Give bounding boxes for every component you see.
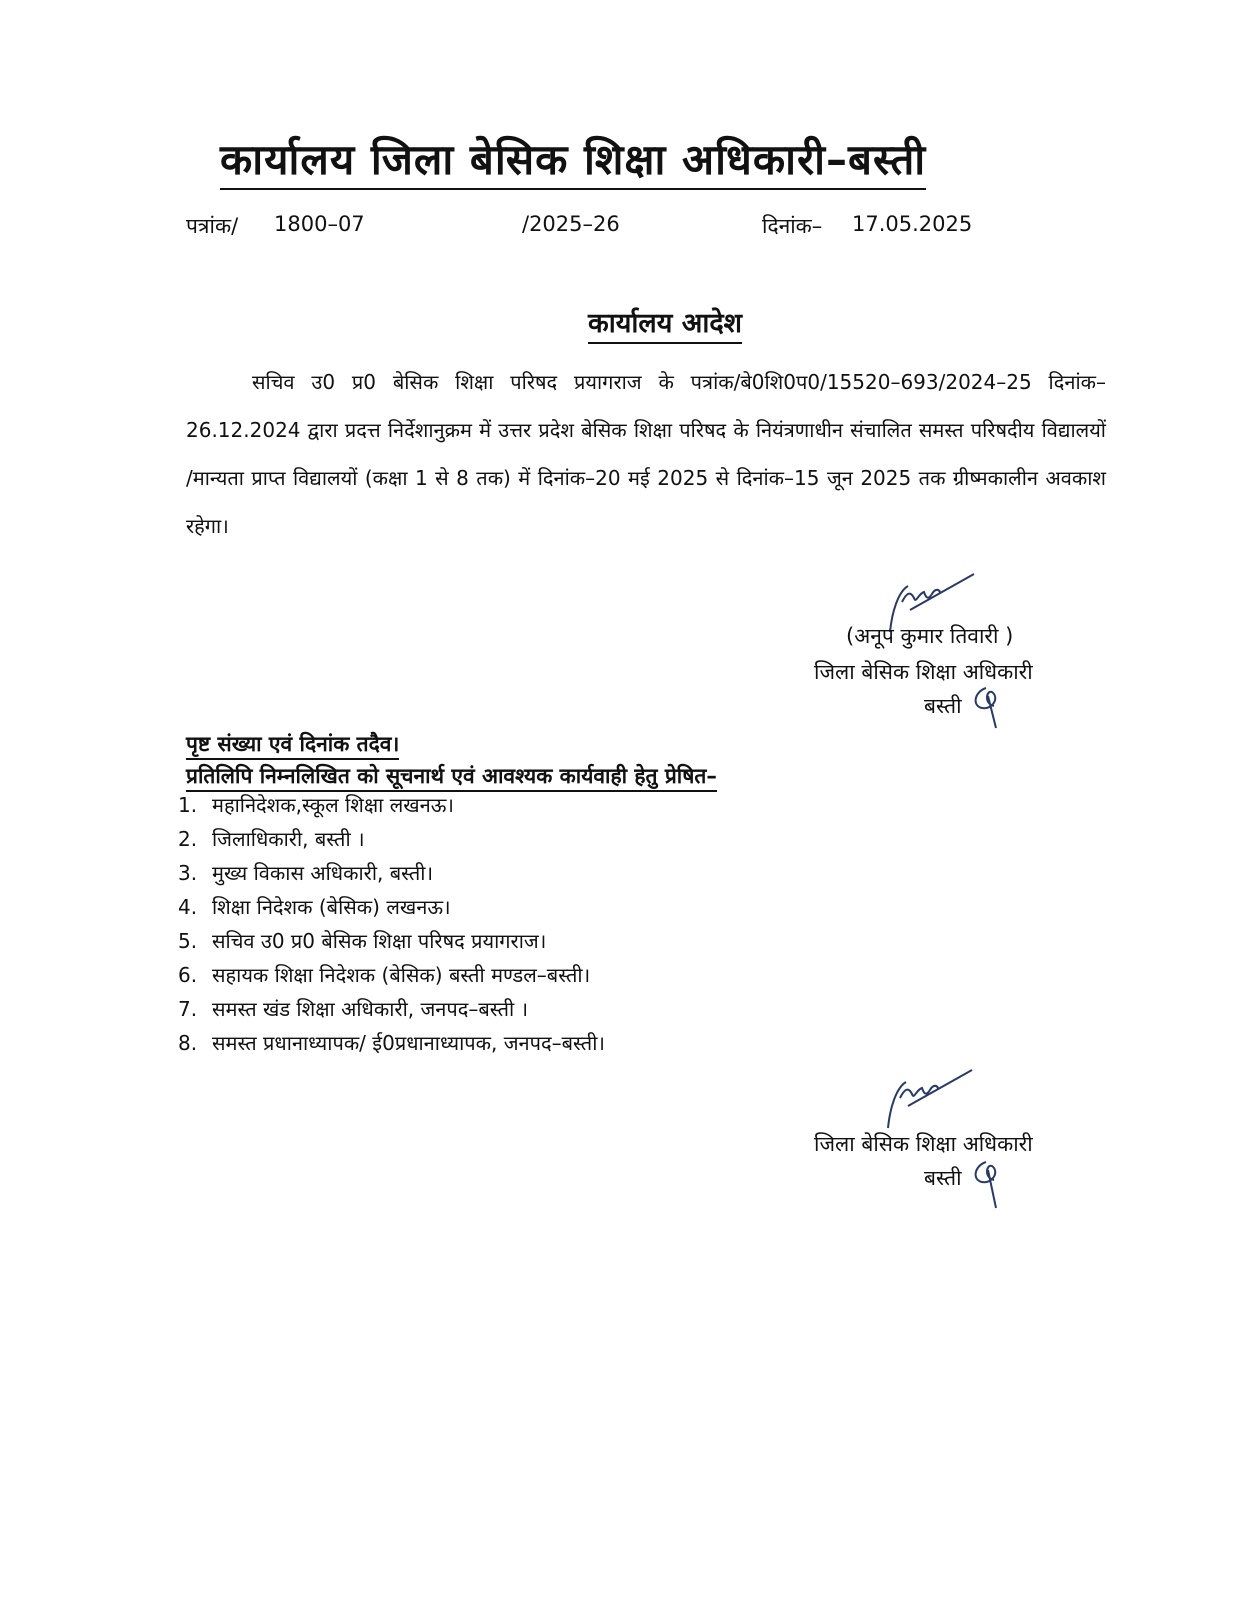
date: 17.05.2025 [852, 212, 973, 236]
list-item: 3. मुख्य विकास अधिकारी, बस्ती। [178, 861, 434, 885]
signatory-place: बस्ती [924, 694, 962, 718]
copy-heading-1: पृष्ट संख्या एवं दिनांक तदैव। [186, 730, 399, 760]
list-item: 4. शिक्षा निदेशक (बेसिक) लखनऊ। [178, 895, 451, 919]
list-item: 1. महानिदेशक,स्कूल शिक्षा लखनऊ। [178, 793, 454, 817]
signatory-2-place: बस्ती [924, 1166, 962, 1190]
order-title: कार्यालय आदेश [588, 306, 742, 344]
copy-heading-2: प्रतिलिपि निम्नलिखित को सूचनार्थ एवं आवश्यक कार्यवाही हेतु प्रेषित– [186, 762, 717, 792]
list-item: 2. जिलाधिकारी, बस्ती । [178, 827, 365, 851]
initial-1-graphic [966, 682, 1006, 732]
signatory-2-designation: जिला बेसिक शिक्षा अधिकारी [814, 1132, 1033, 1156]
order-body: सचिव उ0 प्र0 बेसिक शिक्षा परिषद प्रयागराज के पत्रांक/बे0शि0प0/15520–693/2024–25 दिनांक–26.12.2024 द्वारा प्रदत्त निर्देशानुक्रम में उत्तर प्रदेश बेसिक शिक्षा परिषद के नियंत्रणाधीन संचालित समस्त परिषदीय विद्यालयों /मान्यता प्राप्त विद्यालयों (कक्षा 1 से 8 तक) में दिनांक–20 मई 2025 से दिनांक–15 जून 2025 तक ग्रीष्मकालीन अवकाश रहेगा। [186, 370, 1106, 538]
office-title: कार्यालय जिला बेसिक शिक्षा अधिकारी–बस्ती [220, 132, 926, 190]
list-item: 8. समस्त प्रधानाध्यापक/ ई0प्रधानाध्यापक, जनपद–बस्ती। [178, 1031, 605, 1055]
date-label: दिनांक– [762, 214, 823, 238]
recipient-list [178, 788, 605, 1060]
session: /2025–26 [522, 212, 620, 236]
list-item: 7. समस्त खंड शिक्षा अधिकारी, जनपद–बस्ती । [178, 997, 529, 1021]
list-item: 5. सचिव उ0 प्र0 बेसिक शिक्षा परिषद प्रयागराज। [178, 929, 547, 953]
letter-no-label: पत्रांक/ [186, 214, 239, 238]
list-item: 6. सहायक शिक्षा निदेशक (बेसिक) बस्ती मण्डल–बस्ती। [178, 963, 591, 987]
signatory-designation: जिला बेसिक शिक्षा अधिकारी [814, 660, 1033, 684]
initial-2-graphic [966, 1156, 1006, 1212]
letter-no: 1800–07 [274, 212, 365, 236]
signatory-name: (अनूप कुमार तिवारी ) [846, 624, 1014, 648]
